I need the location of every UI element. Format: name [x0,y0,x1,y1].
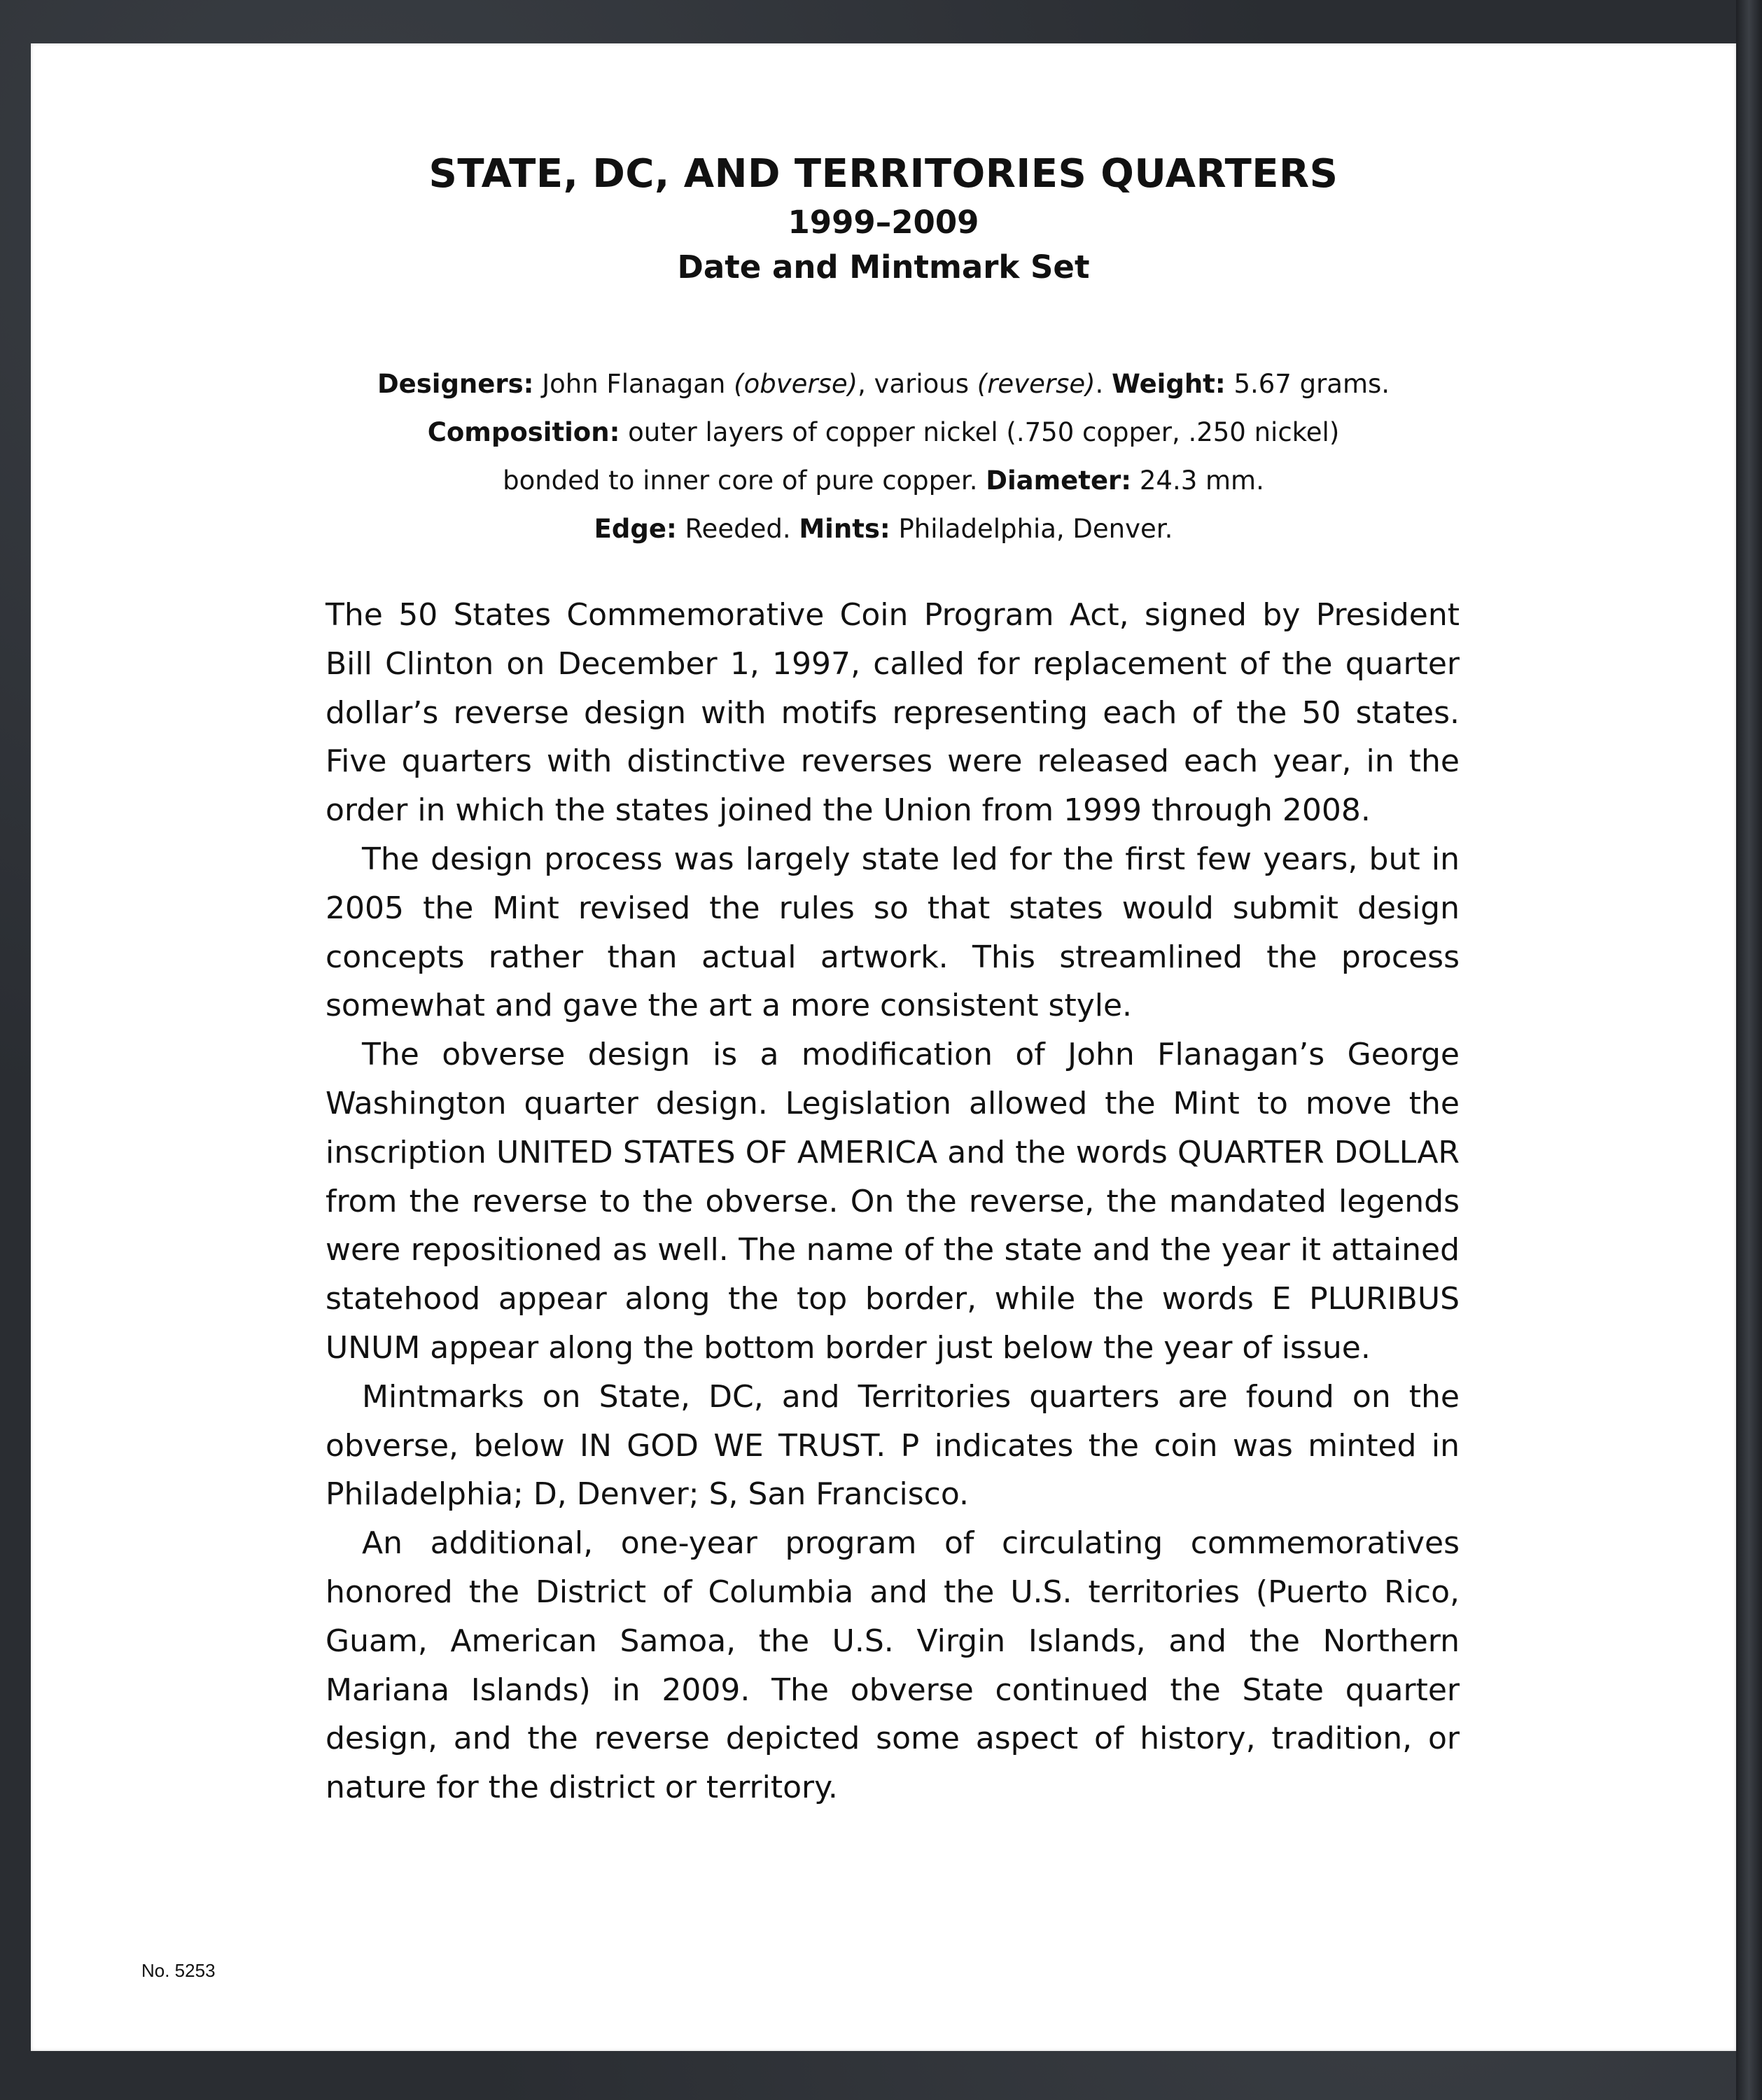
coin-specifications [31,360,1736,553]
composition-value-1: outer layers of copper nickel (.750 copper, .250 nickel) [628,417,1340,447]
paragraph-obverse-design: The obverse design is a modification of John Flanagan’s George Washington quarter design. Legislation allowed the Mint to move the inscription UNITED STATES OF AMERICA and the words QUARTER DOLLAR from the reverse to the obverse. On the reverse, the mandated legends were repositioned as well. The name of the state and the year it attained statehood appear along the top border, while the words E PLURIBUS UNUM appear along the bottom border just below the year of issue. [326,1037,1460,1366]
composition-value-2: bonded to inner core of pure copper. [503,465,978,496]
diameter-value: 24.3 mm. [1139,465,1264,496]
paragraph-dc-territories: An additional, one-year program of circulating commemoratives honored the District of Columbia and the U.S. territories (Puerto Rico, Guam, American Samoa, the U.S. Virgin Islands, and the Northern Mariana Islands) in 2009. The obverse continued the State quarter design, and the reverse depicted some aspect of history, tradition, or nature for the district or territory. [326,1525,1460,1806]
diameter-label: Diameter: [986,465,1132,496]
description-body [326,591,1460,1812]
title-block [31,148,1736,290]
specs-line-composition [31,408,1736,456]
specs-line-designers-weight: Designers: John Flanagan (obverse), various (reverse). Weight: 5.67 grams. [377,369,1390,399]
paragraph-design-process: The design process was largely state led for the first few years, but in 2005 the Mint revised the rules so that states would submit design concepts rather than actual artwork. This streamlined the process somewhat and gave the art a more consistent style. [326,841,1460,1024]
weight-value: 5.67 grams. [1233,369,1390,399]
weight-label: Weight: [1112,369,1226,399]
album-page [31,43,1736,2051]
binder-edge [1736,0,1762,2100]
page-title: STATE, DC, AND TERRITORIES QUARTERS [428,151,1338,197]
year-range: 1999–2009 [788,204,979,241]
specs-line-edge-mints [31,505,1736,553]
set-name: Date and Mintmark Set [677,248,1090,286]
paragraph-mintmarks: Mintmarks on State, DC, and Territories quarters are found on the obverse, below IN GOD WE TRUST. P indicates the coin was minted in Philadelphia; D, Denver; S, San Francisco. [326,1378,1460,1513]
composition-label: Composition: [427,417,620,447]
mints-label: Mints: [799,514,890,544]
edge-label: Edge: [594,514,677,544]
edge-value: Reeded. [685,514,791,544]
obverse-word: (obverse) [734,369,858,399]
designers-reverse-name: , various [858,369,970,399]
paragraph-program-act: The 50 States Commemorative Coin Program Act, signed by President Bill Clinton on December 1, 1997, called for replacement of the quarter dollar’s reverse design with motifs representing each of the 50 states. Five quarters with distinctive reverses were released each year, in the order in which the states joined the Union from 1999 through 2008. [326,597,1460,829]
designers-label: Designers: [377,369,534,399]
reverse-word: (reverse) [977,369,1096,399]
catalog-number: No. 5253 [141,1960,216,1981]
designers-obverse-name: John Flanagan [542,369,726,399]
specs-line-diameter [31,456,1736,505]
mints-value: Philadelphia, Denver. [898,514,1173,544]
